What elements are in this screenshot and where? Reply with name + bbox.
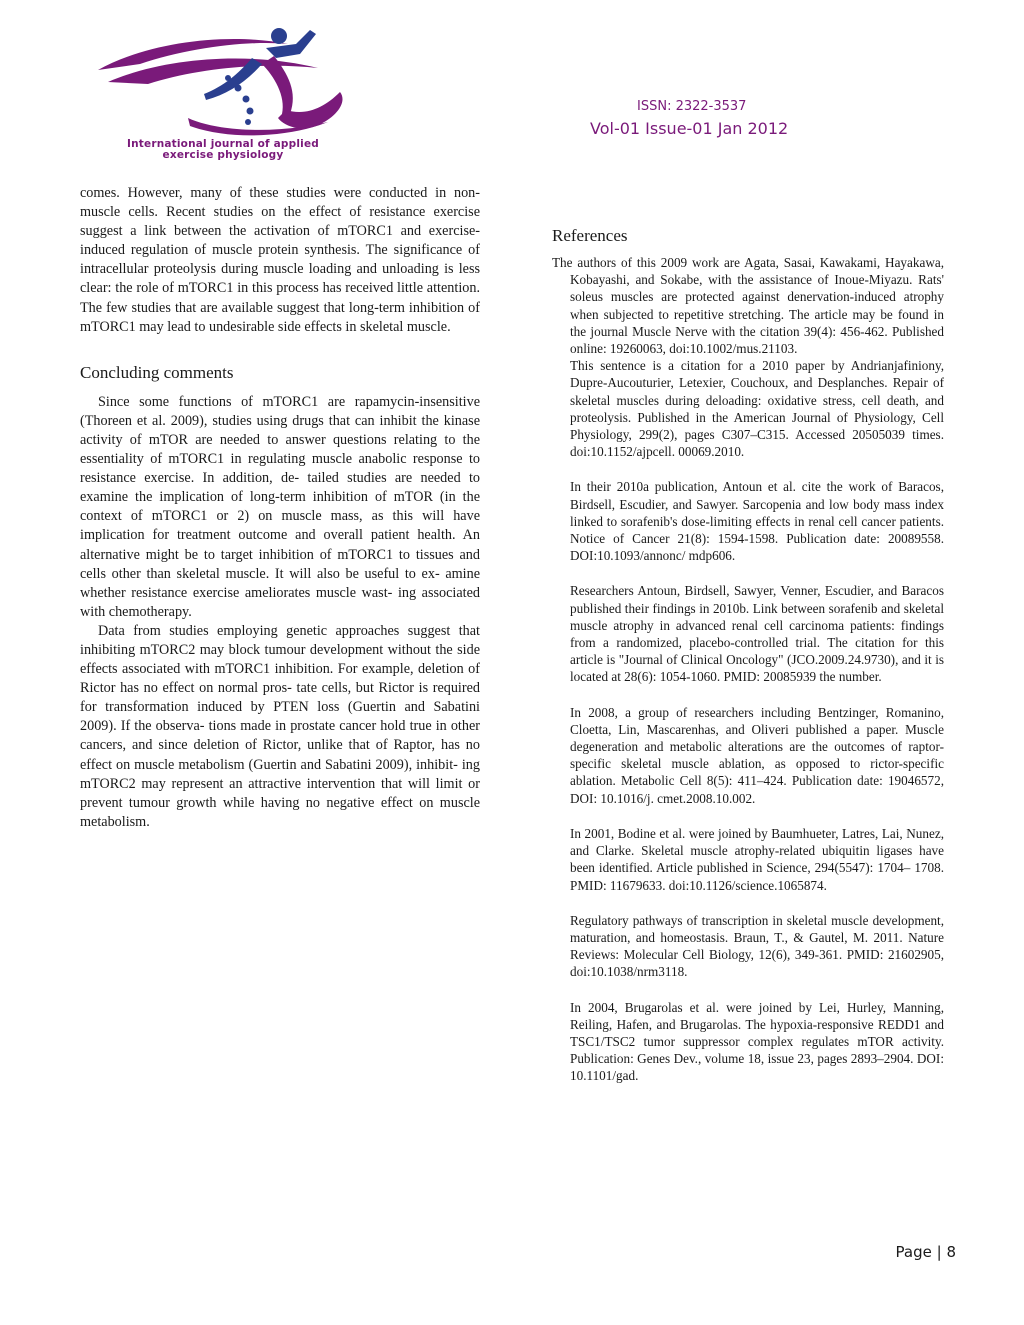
logo-text-line-1: International journal of applied: [127, 138, 319, 150]
intro-paragraph: comes. However, many of these studies were conducted in non-muscle cells. Recent studies on the effect of resistance exercise suggest a link between the activation of mTORC1 and exercise-induced regulation of muscle protein synthesis. The significance of intracellular proteolysis during muscle loading and unloading is less clear: the role of mTORC1 in this process has received little attention. The few studies that are available suggest that long-term inhibition of mTORC1 may lead to undesirable side effects in skeletal muscle.: [80, 185, 480, 335]
reference-item: Researchers Antoun, Birdsell, Sawyer, Venner, Escudier, and Baracos published their findings in 2010b. Link between sorafenib and skeletal muscle atrophy in advanced renal cell carcinoma patients: findings from a randomized, placebo-controlled trial. The citation for this article is "Journal of Clinical Oncology" (JCO.2009.24.9730), and it is located at 28(6): 1054-1060. PMID: 20085939 the number.: [570, 583, 944, 685]
reference-item: In 2004, Brugarolas et al. were joined by Lei, Hurley, Manning, Reiling, Hafen, and Brugarolas. The hypoxia-responsive REDD1 and TSC1/TSC2 tumor suppressor complex regulates mTOR activity. Publication: Genes Dev., volume 18, issue 23, pages 2893–2904. DOI: 10.1101/gad.: [570, 999, 944, 1084]
logo-text-line-2: exercise physiology: [162, 149, 284, 161]
references-heading: References: [552, 226, 628, 245]
reference-item: In their 2010a publication, Antoun et al. cite the work of Baracos, Birdsell, Escudier, and Sawyer. Sarcopenia and low body mass index linked to sorafenib's dose-limiting effects in renal cell cancer patients. Notice of Cancer 21(8): 1594-1598. Publication date: 20089558. DOI:10.1093/annonc/ mdp606.: [570, 479, 944, 564]
volume-issue-label: Vol-01 Issue-01 Jan 2012: [590, 119, 789, 138]
reference-item: Regulatory pathways of transcription in skeletal muscle development, maturation, and homeostasis. Braun, T., & Gautel, M. 2011. Nature Reviews: Molecular Cell Biology, 12(6), 349-361. PMID: 21602905, doi:10.1038/nrm3118.: [570, 912, 944, 980]
reference-item: In 2001, Bodine et al. were joined by Baumhueter, Latres, Lai, Nunez, and Clarke. Skeletal muscle atrophy-related ubiquitin ligases have been identified. Article published in Science, 294(5547): 1704– 1708. PMID: 11679633. doi:10.1126/science.1065874.: [570, 825, 944, 893]
reference-item: In 2008, a group of researchers including Bentzinger, Romanino, Cloetta, Lin, Mascarenhas, and Oliveri published a paper. Muscle degeneration and metabolic alterations are the outcomes of raptor-specific skeletal muscle ablation, as opposed to rictor-specific ablation. Metabolic Cell 8(5): 411–424. Publication date: 19046572, DOI: 10.1016/j. cmet.2008.10.002.: [570, 704, 944, 806]
left-column: [80, 184, 480, 832]
body-paragraph-2: Data from studies employing genetic approaches suggest that inhibiting mTORC2 may block tumour development without the side effects associated with mTORC1 inhibition. For example, deletion of Rictor has no effect on normal pros- tate cells, but Rictor is required for transformation induced by PTEN loss (Guertin and Sabatini 2009). If the observa- tions made in prostate cancer hold true in other cancers, and since deletion of Rictor, unlike that of Raptor, has no effect on muscle metabolism (Guertin and Sabatini 2009), inhibit- ing mTORC2 may represent an attractive intervention that will limit or prevent tumour growth while having no negative effect on muscle metabolism.: [80, 622, 480, 830]
references-column: [552, 226, 944, 1085]
issn-label: ISSN: 2322-3537: [637, 99, 747, 114]
reference-item: The authors of this 2009 work are Agata, Sasai, Kawakami, Hayakawa, Kobayashi, and Sokabe, with the assistance of Inoue-Miyazu. Rats' soleus muscles are protected against denervation-induced atrophy when subjected to repetitive stretching. The article may be found in the journal Muscle Nerve with the citation 39(4): 456-462. Published online: 19260063, doi:10.1002/mus.21103.: [552, 255, 944, 357]
section-heading-concluding: Concluding comments: [80, 362, 234, 382]
journal-logo: [78, 22, 368, 162]
page-number: Page | 8: [895, 1243, 956, 1261]
runner-figure-icon: [78, 22, 368, 140]
body-paragraph-1: Since some functions of mTORC1 are rapamycin-insensitive (Thoreen et al. 2009), studies using drugs that can inhibit the kinase activity of mTOR are needed to answer questions relating to the essentiality of mTORC1 in regulating muscle anabolic response to resistance exercise. In addition, de- tailed studies are needed to examine the implication of long-term inhibition of mTOR (in the context of mTORC1 or 2) on muscle mass, as this will have implication for treatment outcome and overall patient health. An alternative might be to target inhibition of mTORC1 to tissues and cells other than skeletal muscle. It will also be useful to ex- amine whether resistance exercise ameliorates muscle wast- ing associated with chemotherapy.: [80, 393, 480, 620]
reference-item: This sentence is a citation for a 2010 paper by Andrianjafiniony, Dupre-Aucouturier, Letexier, Couchoux, and Desplanches. Repair of skeletal muscles during deloading: oxidative stress, cell death, and proteolysis. Published in the American Journal of Physiology, Cell Physiology, 299(2), pages C307–C315. Accessed 20505039 times. doi:10.1152/ajpcell. 00069.2010.: [570, 358, 944, 460]
